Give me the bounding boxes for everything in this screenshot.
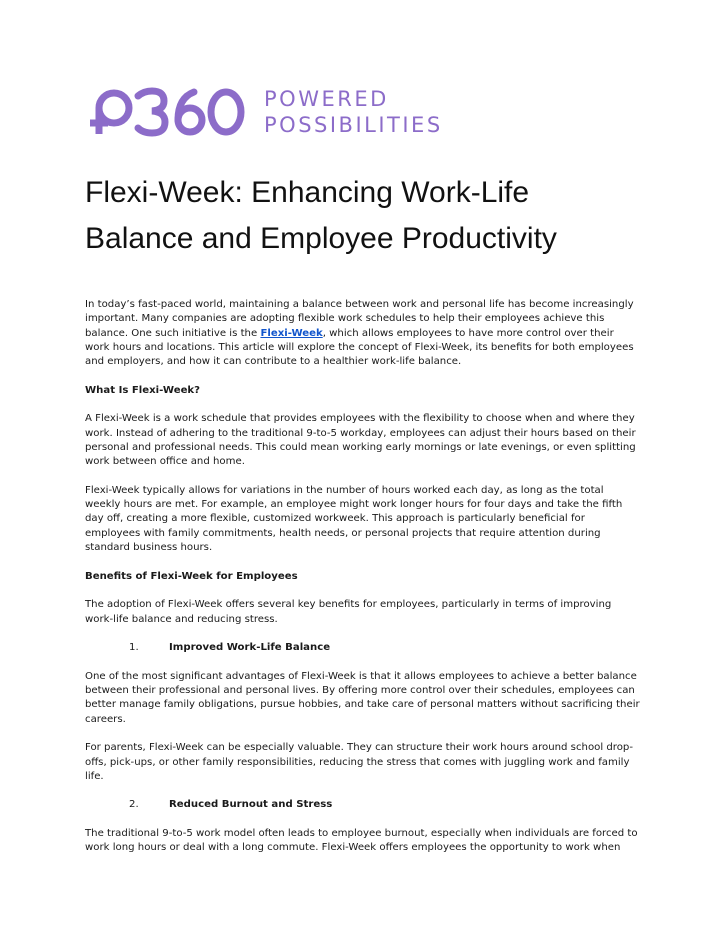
paragraph-what-1: A Flexi-Week is a work schedule that provides employees with the flexibility to choose when and where they work. Instead of adhering to the traditional 9-to-5 workday, employees can adjust their hours based on their personal and professional needs. This could mean working early mornings or late evenings, or even splitting work between office and home.	[85, 413, 636, 468]
list-item-1-number-wrap	[85, 641, 169, 655]
heading-what-is-flexi-week: What Is Flexi-Week?	[85, 384, 201, 396]
logo-tagline-line1: POWERED	[264, 87, 389, 111]
heading-benefits: Benefits of Flexi-Week for Employees	[85, 570, 298, 582]
p360-logo-mark	[88, 86, 246, 138]
article-body	[85, 298, 640, 870]
list-item-2	[85, 798, 640, 812]
list-item-2-number-wrap	[85, 798, 169, 812]
list-item-2-label: Reduced Burnout and Stress	[169, 799, 333, 811]
paragraph-item2-a: The traditional 9-to-5 work model often leads to employee burnout, especially when individuals are forced to work long hours or deal with a long commute. Flexi-Week offers employees the opportunity to work when	[85, 827, 638, 854]
logo-tagline	[264, 86, 443, 138]
p360-logo	[88, 84, 443, 140]
intro-text-start: In today’s fast-paced world, maintaining a balance between work and personal life has become increasingly important. Many companies are adopting flexible work schedules to help their employees achieve this balance. One such initiative is the	[85, 299, 634, 339]
flexi-week-link[interactable]: Flexi-Week	[260, 327, 323, 339]
paragraph-item1-a: One of the most significant advantages of Flexi-Week is that it allows employees to achieve a better balance between their professional and personal lives. By offering more control over their schedules, employees can better manage family obligations, pursue hobbies, and take care of personal matters without sacrificing their careers.	[85, 670, 640, 725]
list-item-1	[85, 641, 640, 655]
intro-text-end: , which allows employees to have more control over their work hours and locations. This article will explore the concept of Flexi-Week, its benefits for both employees and employers, and how it can contribute to a healthier work-life balance.	[85, 327, 634, 368]
list-item-1-number: 1.	[129, 642, 139, 654]
list-item-1-label: Improved Work-Life Balance	[169, 642, 331, 654]
logo-tagline-line2: POSSIBILITIES	[264, 113, 443, 137]
paragraph-benefits: The adoption of Flexi-Week offers several key benefits for employees, particularly in terms of improving work-life balance and reducing stress.	[85, 599, 612, 625]
list-item-2-number: 2.	[129, 799, 139, 811]
article-title: Flexi-Week: Enhancing Work-Life Balance and Employee Productivity	[85, 176, 557, 255]
paragraph-what-2: Flexi-Week typically allows for variations in the number of hours worked each day, as long as the total weekly hours are met. For example, an employee might work longer hours for four days and take the fifth day off, creating a more flexible, customized workweek. This approach is particularly beneficial for employees with family commitments, health needs, or personal projects that require attention during standard business hours.	[85, 484, 623, 554]
paragraph-item1-b: For parents, Flexi-Week can be especially valuable. They can structure their work hours around school drop-offs, pick-ups, or other family responsibilities, reducing the stress that comes with juggling work and family life.	[85, 742, 634, 782]
intro-paragraph	[85, 298, 640, 369]
